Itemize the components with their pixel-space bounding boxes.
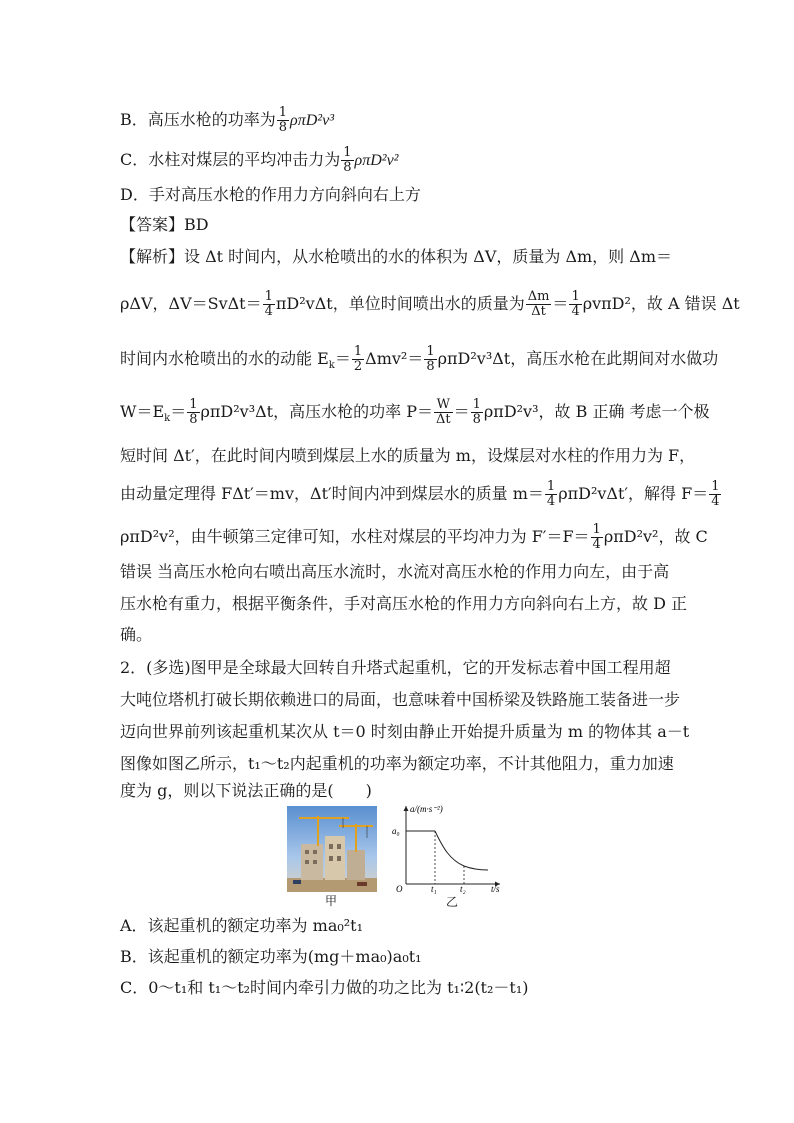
analysis-text: ρπD²v²，故 C	[603, 527, 708, 546]
fraction	[424, 345, 436, 374]
frac-den: 2	[353, 359, 363, 374]
t2-label: t₂	[460, 884, 466, 894]
fraction	[709, 480, 721, 509]
a-t-graph	[388, 800, 508, 896]
option-b	[120, 106, 334, 135]
fraction	[341, 146, 353, 175]
question-2-line-2: 大吨位塔机打破长期依赖进口的局面，也意味着中国桥梁及铁路施工装备进一步	[120, 690, 681, 709]
answer-tag: 【答案】	[120, 215, 185, 234]
analysis-line-6	[120, 480, 722, 509]
option-b-label: B．高压水枪的功率为	[120, 110, 276, 129]
crane-photo-illustration	[287, 806, 377, 892]
option-d: D．手对高压水枪的作用力方向斜向右上方	[120, 185, 421, 204]
fraction	[471, 398, 483, 427]
frac-den: 4	[592, 537, 601, 552]
analysis-line-9: 压水枪有重力，根据平衡条件，手对高压水枪的作用力方向斜向右上方，故 D 正	[120, 594, 688, 613]
analysis-text: πD²vΔt，单位时间喷出水的质量为	[275, 294, 525, 313]
frac-den: 8	[343, 160, 352, 175]
analysis-text: ＝	[334, 349, 351, 368]
analysis-text: ρπD²v³，故 B 正确 考虑一个极	[483, 402, 710, 421]
frac-den: 8	[472, 412, 481, 427]
fraction	[591, 523, 603, 552]
analysis-line-7	[120, 523, 708, 552]
option-c-expr: ρπD²v²	[354, 152, 399, 169]
a0-label: a₀	[392, 826, 400, 836]
option-b-expr: ρπD²v³	[290, 112, 334, 129]
frac-den: 8	[278, 120, 288, 135]
subscript: k	[328, 360, 335, 372]
frac-num: 1	[571, 289, 580, 304]
fraction	[526, 290, 552, 319]
question-2-line-4: 图像如图乙所示，t₁～t₂内起重机的功率为额定功率，不计其他阻力，重力加速	[120, 754, 674, 773]
analysis-text: W＝E	[120, 402, 165, 421]
frac-num: W	[434, 398, 453, 413]
analysis-text: ＝	[453, 402, 470, 421]
analysis-line-3	[120, 345, 718, 377]
analysis-text: Δmv²＝	[365, 349, 424, 368]
frac-den: 8	[189, 412, 198, 427]
figure-caption-left: 甲	[325, 894, 338, 908]
fraction	[545, 480, 557, 509]
option-c-label: C．水柱对煤层的平均冲击力为	[120, 150, 341, 169]
frac-den: 4	[571, 304, 580, 319]
frac-den: Δt	[531, 304, 546, 319]
frac-num: 1	[343, 145, 352, 160]
analysis-text: ＝	[170, 402, 187, 421]
analysis-text: ρΔV，ΔV＝SvΔt＝	[120, 294, 262, 313]
frac-num: 1	[264, 289, 273, 304]
analysis-line-2	[120, 290, 740, 319]
frac-den: 4	[711, 494, 720, 509]
analysis-line-10: 确。	[120, 625, 153, 644]
analysis-line-8: 错误 当高压水枪向右喷出高压水流时，水流对高压水枪的作用力向左，由于高	[120, 562, 670, 581]
crane-photo	[287, 806, 377, 892]
decay-curve	[435, 831, 488, 870]
frac-den: 4	[546, 494, 556, 509]
analysis-line-5: 短时间 Δt′，在此时间内喷到煤层上水的质量为 m，设煤层对水柱的作用力为 F，	[120, 446, 696, 465]
frac-num: 1	[189, 397, 198, 412]
question-2-line-3: 迈向世界前列该起重机某次从 t＝0 时刻由静止开始提升质量为 m 的物体其 a－t	[120, 722, 690, 741]
frac-den: Δt	[435, 412, 451, 427]
answer-value: BD	[184, 215, 209, 234]
figure-caption-right: 乙	[446, 895, 459, 909]
analysis-line-1	[120, 246, 672, 268]
frac-num: 1	[278, 105, 288, 120]
fraction	[352, 345, 364, 374]
frac-den: 8	[426, 359, 435, 374]
fraction	[434, 398, 453, 427]
analysis-text: ＝	[552, 294, 569, 313]
frac-num: Δm	[527, 289, 550, 304]
subscript: k	[164, 413, 171, 425]
option-c	[120, 146, 398, 175]
q2-option-c: C．0～t₁和 t₁～t₂时间内牵引力做的功之比为 t₁∶2(t₂－t₁)	[120, 978, 529, 997]
frac-num: 1	[711, 479, 720, 494]
analysis-tag: 【解析】	[120, 247, 185, 266]
analysis-text: ρπD²v³Δt，高压水枪的功率 P＝	[200, 402, 433, 421]
frac-num: 1	[546, 479, 556, 494]
fraction	[277, 106, 289, 135]
origin-label: O	[396, 884, 403, 894]
frac-num: 1	[426, 344, 435, 359]
analysis-text: 设 Δt 时间内，从水枪喷出的水的体积为 ΔV，质量为 Δm，则 Δm＝	[184, 247, 672, 266]
q2-option-b: B．该起重机的额定功率为(mg＋ma₀)a₀t₁	[120, 947, 422, 966]
t1-label: t₁	[431, 884, 437, 894]
frac-num: 1	[353, 344, 363, 359]
fraction	[187, 398, 199, 427]
frac-den: 4	[264, 304, 273, 319]
q2-option-a: A．该起重机的额定功率为 ma₀²t₁	[120, 916, 364, 935]
frac-num: 1	[592, 522, 601, 537]
frac-num: 1	[472, 397, 481, 412]
answer-line	[120, 214, 209, 236]
analysis-text: ρπD²vΔt′，解得 F＝	[558, 484, 709, 503]
y-axis-arrow	[404, 806, 409, 811]
fraction	[569, 290, 581, 319]
analysis-line-4	[120, 398, 710, 430]
question-2-line-5: 度为 g，则以下说法正确的是( )	[120, 781, 372, 800]
fraction	[263, 290, 275, 319]
question-2-line-1: 2．(多选)图甲是全球最大回转自升塔式起重机，它的开发标志着中国工程用超	[120, 658, 671, 677]
analysis-text: ρπD²v³Δt，高压水枪在此期间对水做功	[437, 349, 719, 368]
analysis-text: ρπD²v²，由牛顿第三定律可知，水柱对煤层的平均冲力为 F′＝F＝	[120, 527, 590, 546]
analysis-text: 由动量定理得 FΔt′＝mv，Δt′时间内冲到煤层水的质量 m＝	[120, 484, 544, 503]
analysis-text: 时间内水枪喷出的水的动能 E	[120, 349, 329, 368]
analysis-text: ρvπD²，故 A 错误 Δt	[582, 294, 740, 313]
y-axis-label: a/(m·s⁻²)	[410, 804, 443, 814]
x-axis-label: t/s	[491, 884, 500, 894]
